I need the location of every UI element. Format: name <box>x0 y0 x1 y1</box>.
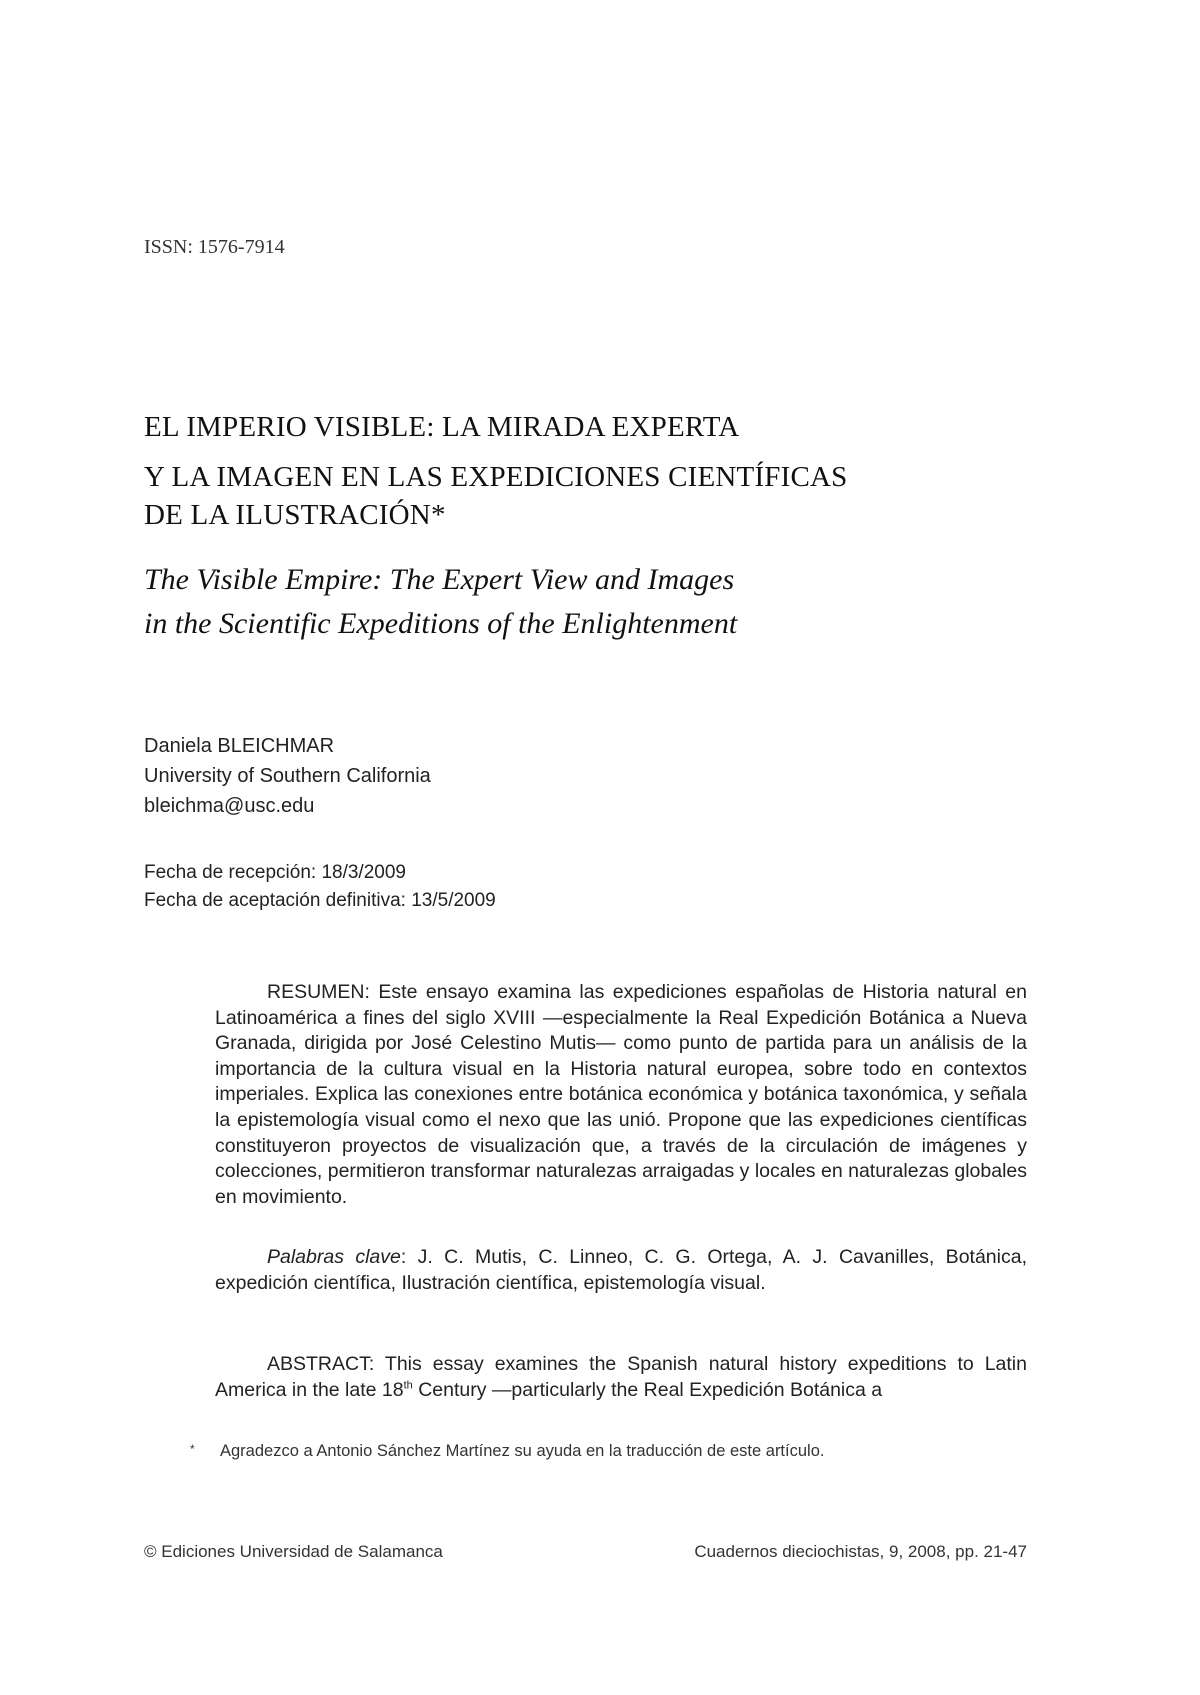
abstract-text-after: Century —particularly the Real Expedición Botánica a <box>412 1378 883 1401</box>
subtitle-line-2: in the Scientific Expeditions of the Enlightenment <box>144 607 738 640</box>
footer-publisher: © Ediciones Universidad de Salamanca <box>144 1542 443 1561</box>
resumen-text: RESUMEN: Este ensayo examina las expediciones españolas de Historia natural en Latinoamérica a fines del siglo XVIII —especialmente la Real Expedición Botánica a Nueva Granada, dirigida por José Celestino Mutis— como punto de partida para un análisis de la importancia de la cultura visual en la Historia natural europea, sobre todo en contextos imperiales. Explica las conexiones entre botánica económica y botánica taxonómica, y señala la epistemología visual como el nexo que las unió. Propone que las expediciones científicas constituyeron proyectos de visualización que, a través de la circulación de imágenes y colecciones, permitieron transformar naturalezas arraigadas y locales en naturalezas globales en movimiento. <box>215 981 1027 1208</box>
footnote <box>190 1442 824 1461</box>
footer-journal: Cuadernos dieciochistas, 9, 2008, pp. 21-47 <box>694 1542 1027 1561</box>
author-name: Daniela BLEICHMAR <box>144 735 335 757</box>
date-accepted: Fecha de aceptación definitiva: 13/5/2009 <box>144 890 496 911</box>
issn-label: ISSN: 1576-7914 <box>144 236 285 258</box>
date-received: Fecha de recepción: 18/3/2009 <box>144 862 406 883</box>
title-line-3: DE LA ILUSTRACIÓN* <box>144 499 446 531</box>
keywords-text: : J. C. Mutis, C. Linneo, C. G. Ortega, A. J. Cavanilles, Botánica, expedición científica, Ilustración científica, epistemología visual. <box>215 1246 1027 1294</box>
abstract-text-before: ABSTRACT: This essay examines the Spanish natural history expeditions to Latin America in the late 18 <box>215 1353 1027 1401</box>
author-affiliation: University of Southern California <box>144 765 431 787</box>
keywords-paragraph <box>215 1245 1027 1296</box>
resumen-paragraph <box>215 980 1027 1210</box>
abstract-superscript: th <box>403 1379 413 1392</box>
footnote-mark: * <box>190 1442 195 1456</box>
abstract-paragraph <box>215 1352 1027 1403</box>
author-email[interactable]: bleichma@usc.edu <box>144 795 315 817</box>
title-line-1: EL IMPERIO VISIBLE: LA MIRADA EXPERTA <box>144 411 740 443</box>
subtitle-line-1: The Visible Empire: The Expert View and Images <box>144 563 735 596</box>
footnote-text: Agradezco a Antonio Sánchez Martínez su ayuda en la traducción de este artículo. <box>220 1442 825 1460</box>
title-line-2: Y LA IMAGEN EN LAS EXPEDICIONES CIENTÍFICAS <box>144 461 848 493</box>
keywords-label: Palabras clave <box>267 1246 401 1268</box>
